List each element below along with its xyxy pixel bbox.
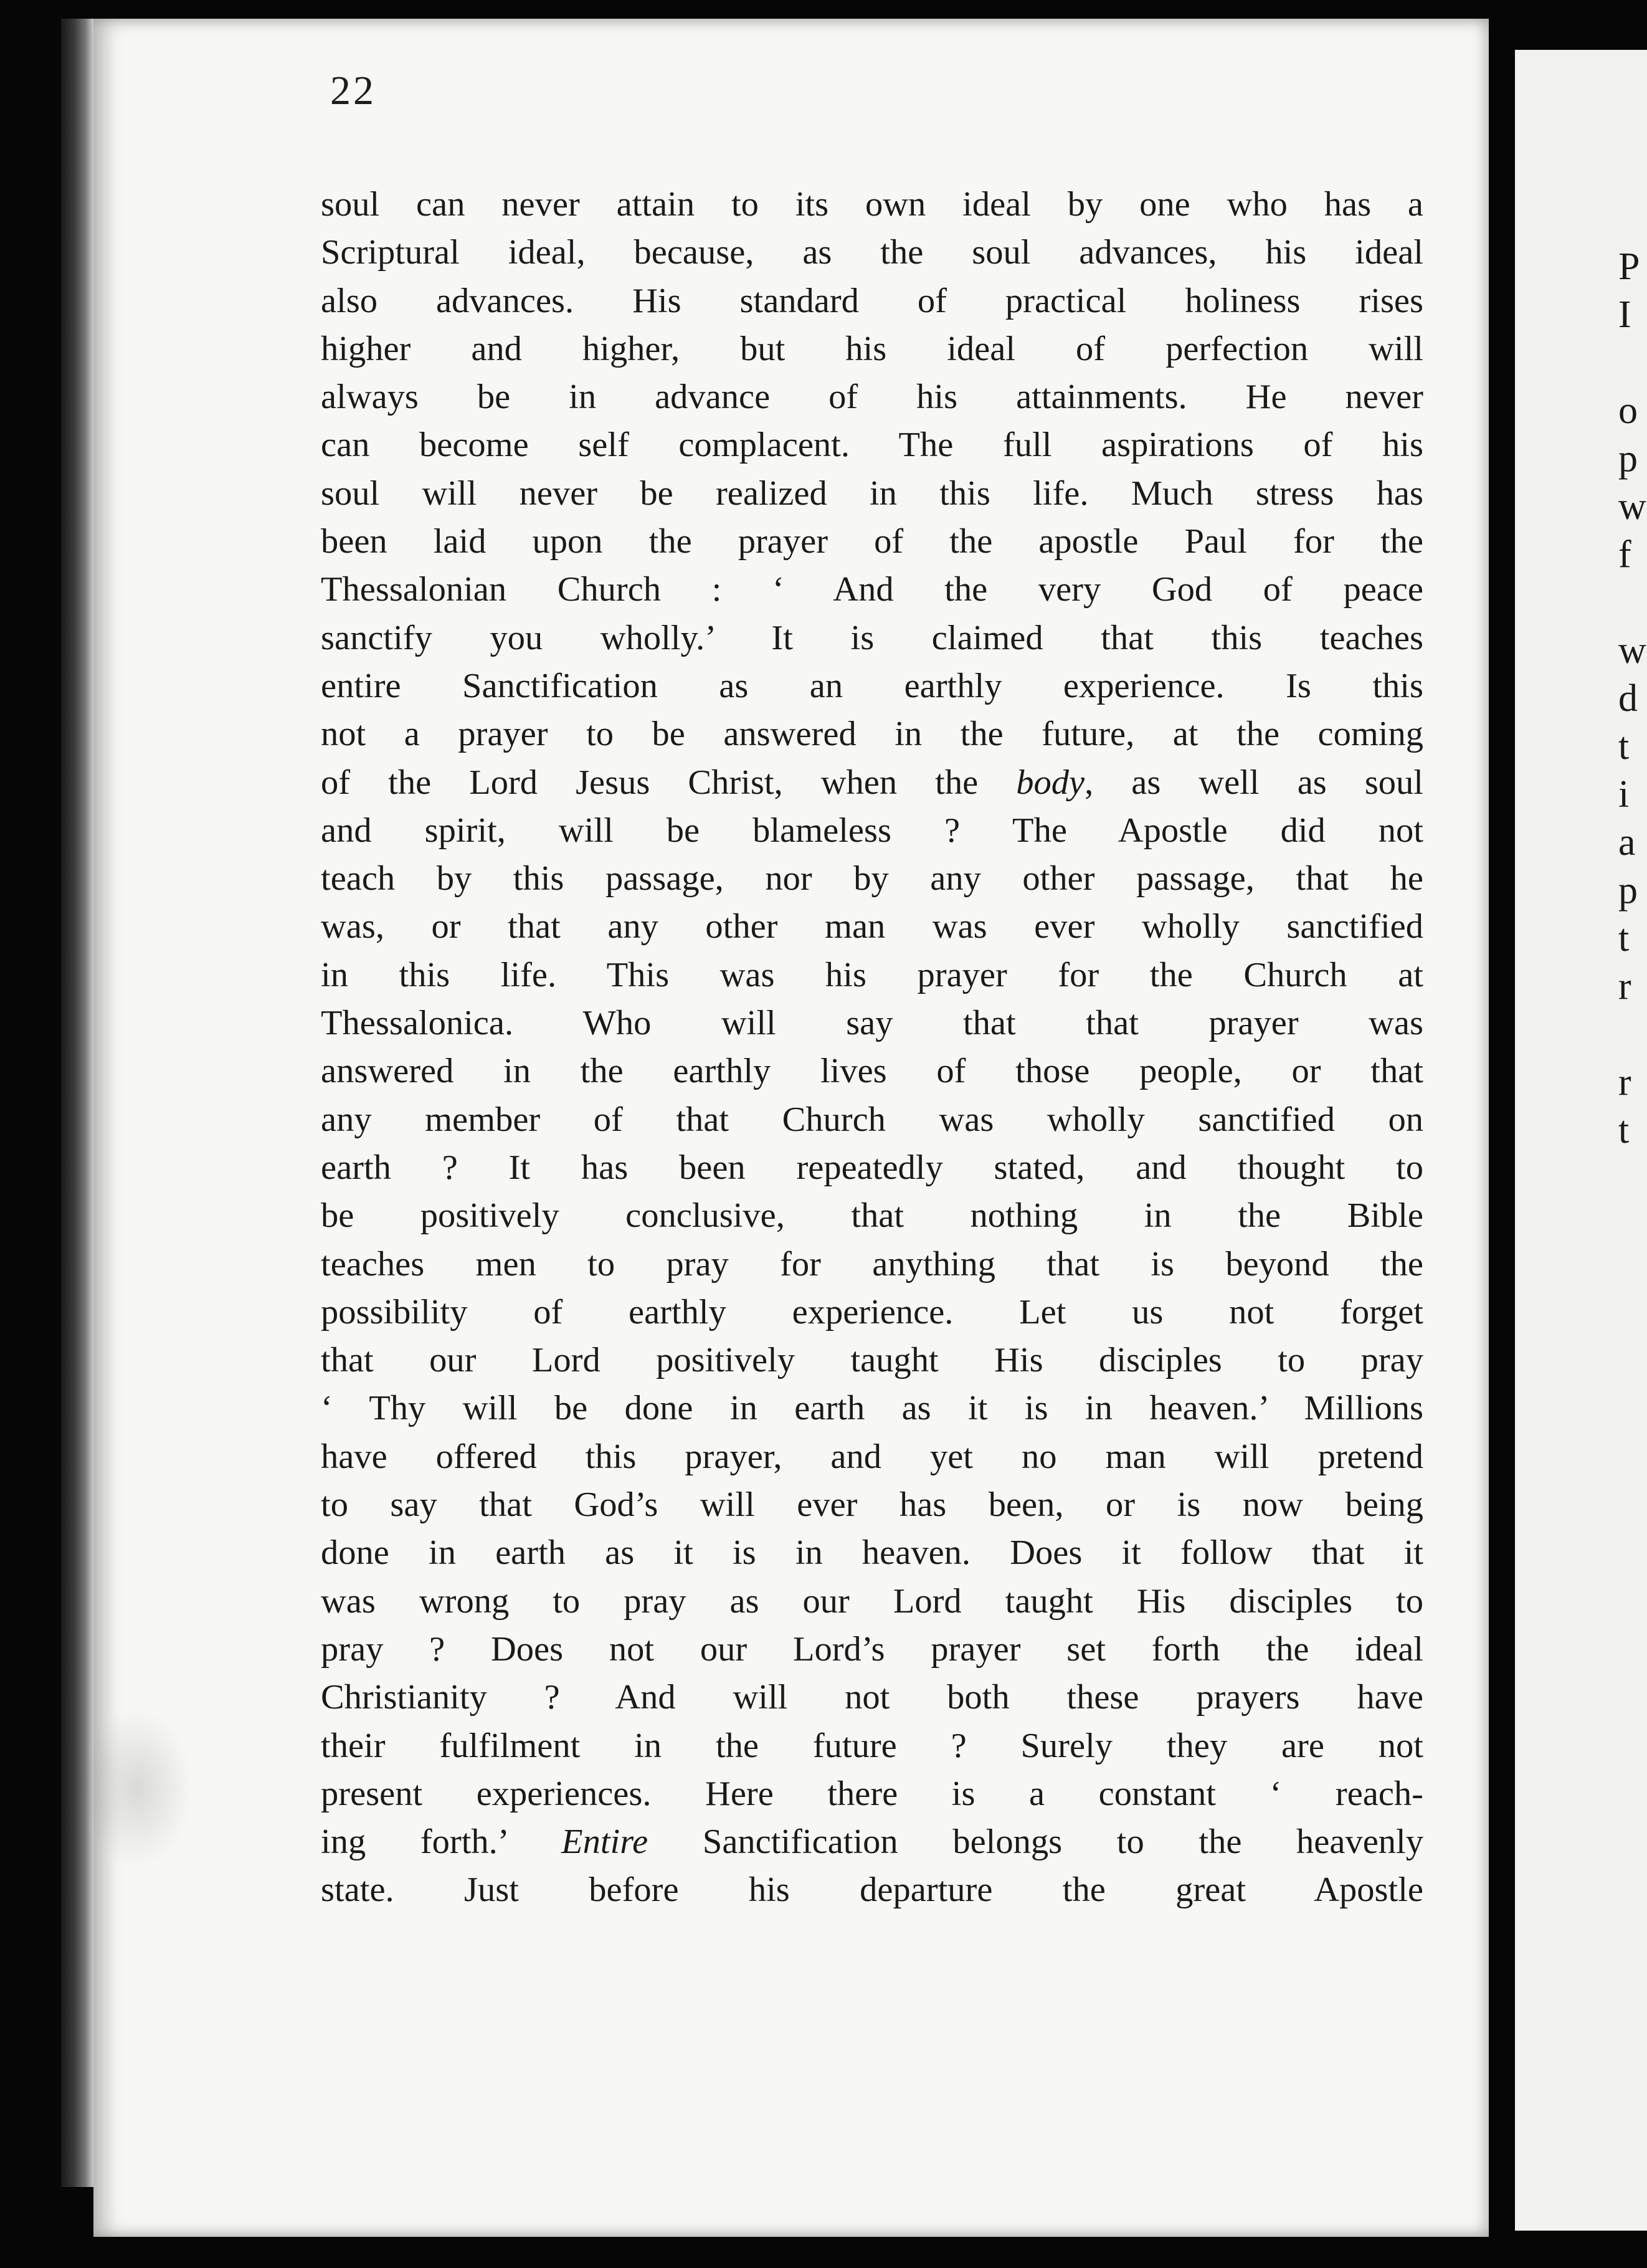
text-line: any member of that Church was wholly sanctified on	[321, 1100, 1423, 1139]
fragment-letter	[1618, 339, 1647, 387]
text-line: teaches men to pray for anything that is beyond the	[321, 1244, 1423, 1284]
body-paragraph	[321, 181, 1423, 1915]
fragment-letter: f	[1618, 533, 1631, 576]
text-line: have offered this prayer, and yet no man will pretend	[321, 1437, 1423, 1476]
text-line: in this life. This was his prayer for the Church at	[321, 955, 1423, 994]
fragment-letter: I	[1618, 293, 1631, 336]
fragment-letter: t	[1618, 917, 1630, 960]
text-line: ing forth.’ Entire Sanctification belongs to the heavenly	[321, 1822, 1423, 1862]
text-line: higher and higher, but his ideal of perfection will	[321, 329, 1423, 368]
text-line: Thessalonian Church : ‘ And the very God of peace	[321, 570, 1423, 609]
facing-page-fragments	[1618, 243, 1647, 1155]
text-line: not a prayer to be answered in the future, at the coming	[321, 715, 1423, 754]
text-line: their fulfilment in the future ? Surely they are not	[321, 1726, 1423, 1765]
text-line: also advances. His standard of practical holiness rises	[321, 281, 1423, 320]
page-number: 22	[330, 68, 376, 113]
fragment-letter: d	[1618, 677, 1638, 720]
italic-word: Entire	[561, 1822, 648, 1862]
fragment-letter: t	[1618, 1109, 1630, 1151]
text-line: Thessalonica. Who will say that that prayer was	[321, 1004, 1423, 1043]
fragment-letter: o	[1618, 389, 1638, 432]
fragment-letter: r	[1618, 965, 1631, 1008]
fragment-letter: r	[1618, 1061, 1631, 1103]
text-line: and spirit, will be blameless ? The Apostle did not	[321, 811, 1423, 850]
text-line: pray ? Does not our Lord’s prayer set forth the ideal	[321, 1629, 1423, 1669]
text-line: been laid upon the prayer of the apostle Paul for the	[321, 522, 1423, 561]
text-line: done in earth as it is in heaven. Does it follow that it	[321, 1533, 1423, 1573]
text-line: always be in advance of his attainments. He never	[321, 378, 1423, 417]
text-line: to say that God’s will ever has been, or is now being	[321, 1485, 1423, 1525]
page-smudge	[81, 1707, 193, 1869]
text-line: was wrong to pray as our Lord taught His disciples to	[321, 1581, 1423, 1621]
text-line: possibility of earthly experience. Let us not forget	[321, 1292, 1423, 1332]
fragment-letter: a	[1618, 821, 1636, 864]
fragment-letter: p	[1618, 437, 1638, 480]
fragment-letter: w	[1618, 629, 1646, 672]
text-line: sanctify you wholly.’ It is claimed that this teaches	[321, 618, 1423, 657]
page-gutter	[1489, 19, 1515, 2237]
text-line: state. Just before his departure the great Apostle	[321, 1870, 1423, 1910]
text-line: entire Sanctification as an earthly experience. Is this	[321, 666, 1423, 705]
text-line: of the Lord Jesus Christ, when the body, as well as soul	[321, 763, 1424, 802]
text-line: earth ? It has been repeatedly stated, and thought to	[321, 1148, 1423, 1187]
fragment-letter	[1618, 579, 1647, 627]
text-line: was, or that any other man was ever wholly sanctified	[321, 907, 1423, 946]
text-line: be positively conclusive, that nothing in the Bible	[321, 1196, 1423, 1236]
fragment-letter: P	[1618, 245, 1640, 288]
text-line: ‘ Thy will be done in earth as it is in heaven.’ Millions	[321, 1389, 1423, 1428]
fragment-letter: t	[1618, 725, 1630, 768]
fragment-letter: i	[1618, 773, 1630, 816]
fragment-letter	[1618, 1011, 1647, 1059]
fragment-letter: w	[1618, 485, 1646, 528]
text-line: soul will never be realized in this life. Much stress has	[321, 474, 1423, 513]
italic-word: body	[1016, 763, 1085, 802]
text-line: Christianity ? And will not both these prayers have	[321, 1678, 1423, 1717]
text-line: that our Lord positively taught His disciples to pray	[321, 1341, 1423, 1380]
text-line: soul can never attain to its own ideal by one who has a	[321, 185, 1423, 224]
text-line: Scriptural ideal, because, as the soul advances, his ideal	[321, 233, 1423, 272]
fragment-letter: p	[1618, 869, 1638, 912]
text-line: can become self complacent. The full aspirations of his	[321, 426, 1423, 465]
text-line: answered in the earthly lives of those people, or that	[321, 1052, 1423, 1091]
text-line: present experiences. Here there is a constant ‘ reach-	[321, 1774, 1423, 1813]
text-line: teach by this passage, nor by any other passage, that he	[321, 859, 1423, 898]
